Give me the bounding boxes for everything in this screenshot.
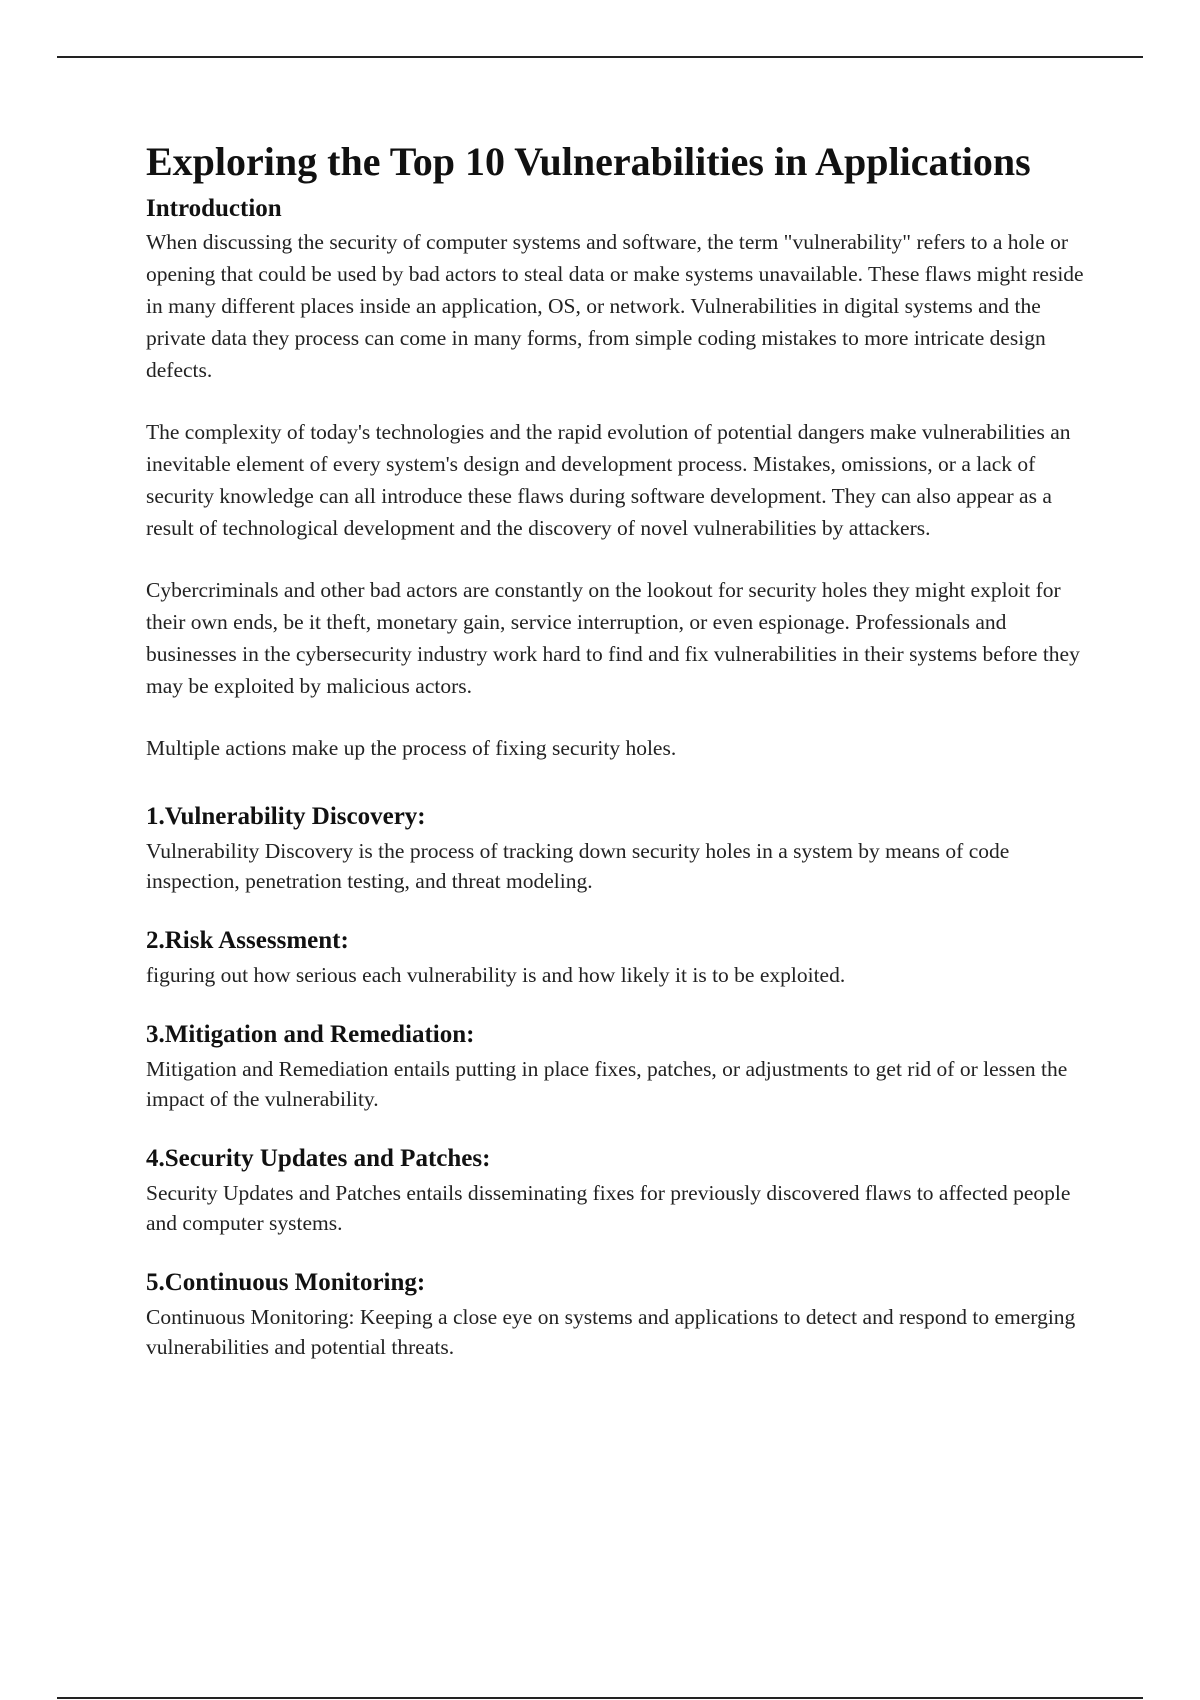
top-divider [57,56,1143,58]
section-body: figuring out how serious each vulnerability is and how likely it is to be exploited. [146,963,846,987]
bottom-divider [57,1697,1143,1699]
section-body: Continuous Monitoring: Keeping a close eye on systems and applications to detect and respond to emerging vulnerabilities and potential threats. [146,1305,1076,1359]
section-heading: 1.Vulnerability Discovery: [146,803,426,830]
section-mitigation-remediation [146,1020,1096,1114]
document-body [146,138,1096,1362]
section-heading: 3.Mitigation and Remediation: [146,1021,475,1048]
intro-heading: Introduction [146,195,282,222]
section-body: Mitigation and Remediation entails putting in place fixes, patches, or adjustments to get rid of or lessen the impact of the vulnerability. [146,1057,1068,1111]
section-heading: 4.Security Updates and Patches: [146,1145,491,1172]
intro-paragraph-1: When discussing the security of computer systems and software, the term "vulnerability" refers to a hole or opening that could be used by bad actors to steal data or make systems unavailable. These flaws might reside in many different places inside an application, OS, or network. Vulnerabilities in digital systems and the private data they process can come in many forms, from simple coding mistakes to more intricate design defects. [146,230,1084,382]
section-body: Vulnerability Discovery is the process of tracking down security holes in a system by means of code inspection, penetration testing, and threat modeling. [146,839,1010,893]
section-continuous-monitoring [146,1268,1096,1362]
intro-paragraph-3: Cybercriminals and other bad actors are constantly on the lookout for security holes they might exploit for their own ends, be it theft, monetary gain, service interruption, or even espionage. Professionals and businesses in the cybersecurity industry work hard to find and fix vulnerabilities in their systems before they may be exploited by malicious actors. [146,578,1080,698]
section-heading: 5.Continuous Monitoring: [146,1269,426,1296]
section-heading: 2.Risk Assessment: [146,927,349,954]
section-body: Security Updates and Patches entails disseminating fixes for previously discovered flaws to affected people and computer systems. [146,1181,1071,1235]
intro-paragraph-2: The complexity of today's technologies and the rapid evolution of potential dangers make vulnerabilities an inevitable element of every system's design and development process. Mistakes, omissions, or a lack of security knowledge can all introduce these flaws during software development. They can also appear as a result of technological development and the discovery of novel vulnerabilities by attackers. [146,420,1071,540]
intro-paragraph-4: Multiple actions make up the process of fixing security holes. [146,736,677,760]
section-vulnerability-discovery [146,802,1096,896]
document-title: Exploring the Top 10 Vulnerabilities in Applications [146,139,1031,184]
section-risk-assessment [146,926,1096,990]
section-security-updates [146,1144,1096,1238]
